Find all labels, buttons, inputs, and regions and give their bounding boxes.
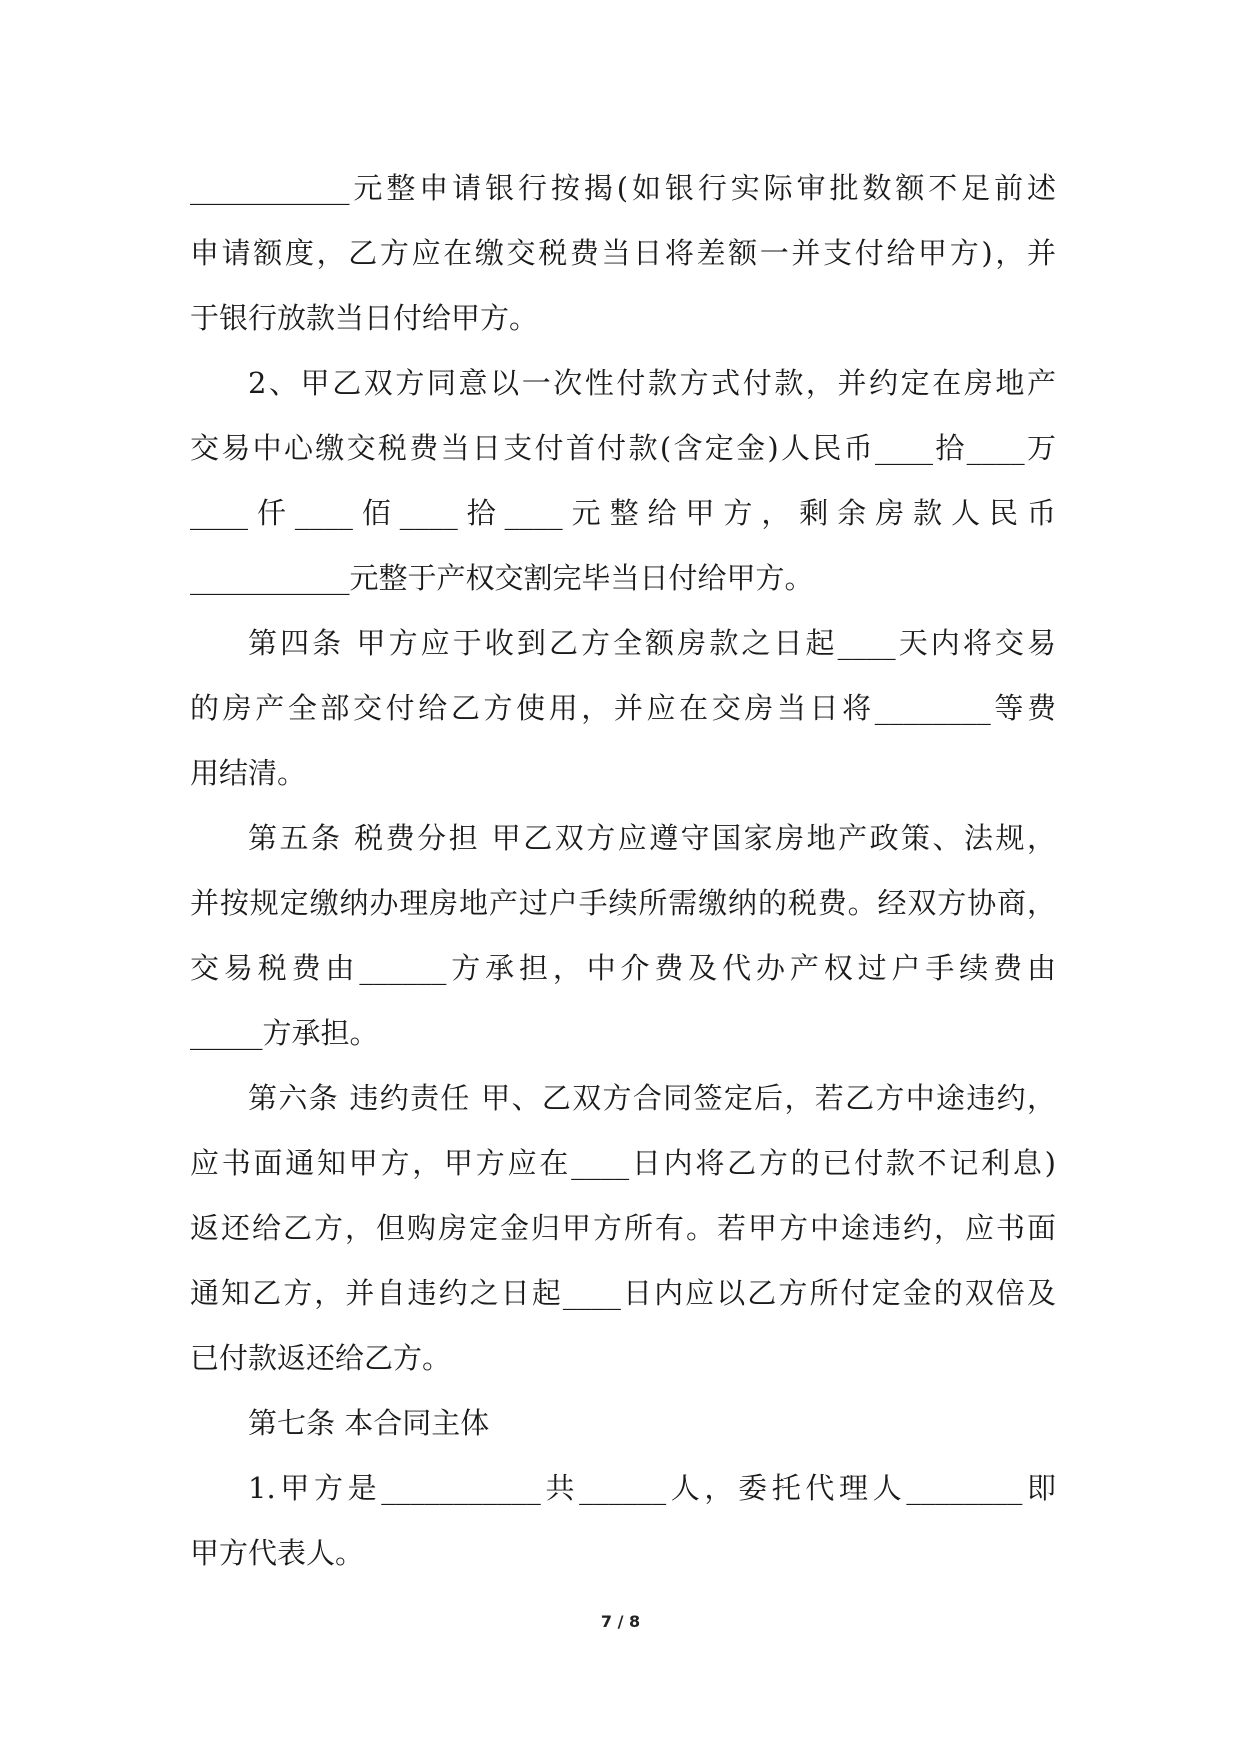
text-line: 申请额度，乙方应在缴交税费当日将差额一并支付给甲方)，并 [190,236,1056,270]
text-line: 交易中心缴交税费当日支付首付款(含定金)人民币____拾____万 [190,431,1056,465]
text-line: 返还给乙方，但购房定金归甲方所有。若甲方中途违约，应书面 [190,1211,1056,1245]
text-line: 的房产全部交付给乙方使用，并应在交房当日将________等费 [190,691,1056,725]
text-line: 1.甲方是___________共______人，委托代理人________即 [248,1471,1056,1505]
section-heading: 第七条 本合同主体 [248,1406,490,1440]
text-line: _____方承担。 [190,1016,379,1050]
text-line: 第四条 甲方应于收到乙方全额房款之日起____天内将交易 [248,626,1056,660]
text-line: 甲方代表人。 [190,1536,365,1570]
text-line: 2、甲乙双方同意以一次性付款方式付款，并约定在房地产 [248,366,1056,400]
text-line: 通知乙方，并自违约之日起____日内应以乙方所付定金的双倍及 [190,1276,1056,1310]
text-line: 并按规定缴纳办理房地产过户手续所需缴纳的税费。经双方协商， [190,886,1056,920]
page-number: 7 / 8 [600,1612,641,1631]
text-line: ____仟____佰____拾____元整给甲方，剩余房款人民币 [190,496,1056,530]
text-line: ___________元整于产权交割完毕当日付给甲方。 [190,561,814,595]
text-line: 交易税费由______方承担，中介费及代办产权过户手续费由 [190,951,1056,985]
text-line: 用结清。 [190,756,307,790]
contract-body [190,156,1056,1586]
text-line: 于银行放款当日付给甲方。 [190,301,539,335]
text-line: ___________元整申请银行按揭(如银行实际审批数额不足前述 [190,171,1056,205]
text-line: 已付款返还给乙方。 [190,1341,452,1375]
text-line: 第六条 违约责任 甲、乙双方合同签定后，若乙方中途违约， [248,1081,1056,1115]
text-line: 应书面通知甲方，甲方应在____日内将乙方的已付款不记利息) [190,1146,1056,1180]
text-line: 第五条 税费分担 甲乙双方应遵守国家房地产政策、法规， [248,821,1056,855]
